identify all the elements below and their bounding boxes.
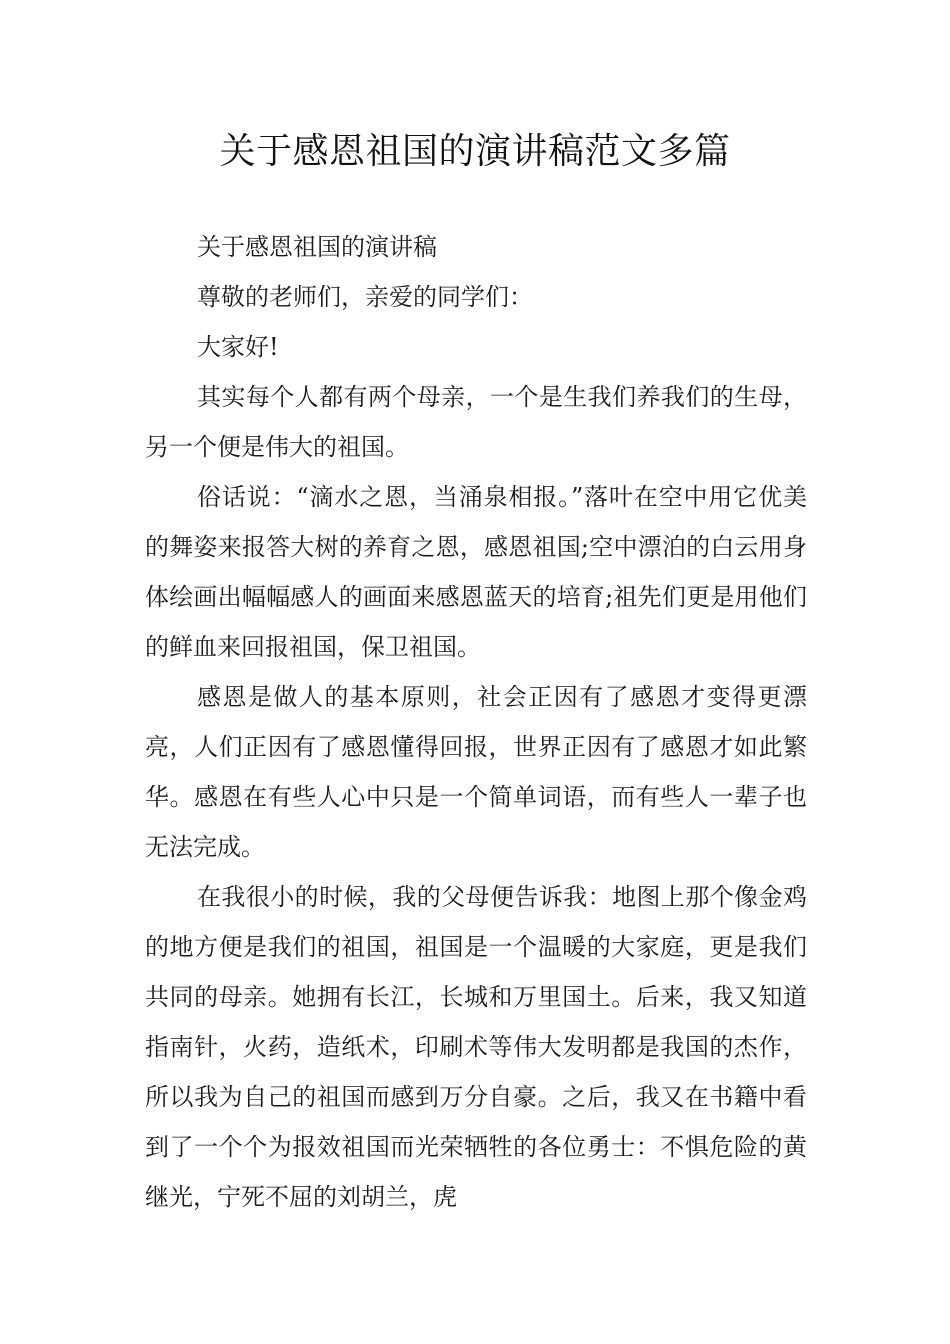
paragraph-body-4: 在我很小的时候，我的父母便告诉我：地图上那个像金鸡的地方便是我们的祖国，祖国是一个温暖的大家庭，更是我们共同的母亲。她拥有长江，长城和万里国土。后来，我又知道指南针，火药，造纸术，印刷术等伟大发明都是我国的杰作，所以我为自己的祖国而感到万分自豪。之后，我又在书籍中看到了一个个为报效祖国而光荣牺牲的各位勇士：不惧危险的黄继光，宁死不屈的刘胡兰，虎 <box>145 883 807 1211</box>
paragraph-body-2: 俗话说：“滴水之恩，当涌泉相报。”落叶在空中用它优美的舞姿来报答大树的养育之恩，感恩祖国;空中漂泊的白云用身体绘画出幅幅感人的画面来感恩蓝天的培育;祖先们更是用他们的鲜血来回报祖国，保卫祖国。 <box>145 483 807 661</box>
paragraph-body-3: 感恩是做人的基本原则，社会正因有了感恩才变得更漂亮，人们正因有了感恩懂得回报，世界正因有了感恩才如此繁华。感恩在有些人心中只是一个简单词语，而有些人一辈子也无法完成。 <box>145 683 807 861</box>
paragraph-body-1: 其实每个人都有两个母亲，一个是生我们养我们的生母，另一个便是伟大的祖国。 <box>145 383 807 461</box>
paragraph-greeting: 大家好! <box>197 333 279 361</box>
paragraph-salutation: 尊敬的老师们，亲爱的同学们： <box>197 283 533 311</box>
document-title: 关于感恩祖国的演讲稿范文多篇 <box>219 131 731 172</box>
paragraph-speech-heading: 关于感恩祖国的演讲稿 <box>197 233 437 261</box>
document-body <box>145 222 807 1222</box>
